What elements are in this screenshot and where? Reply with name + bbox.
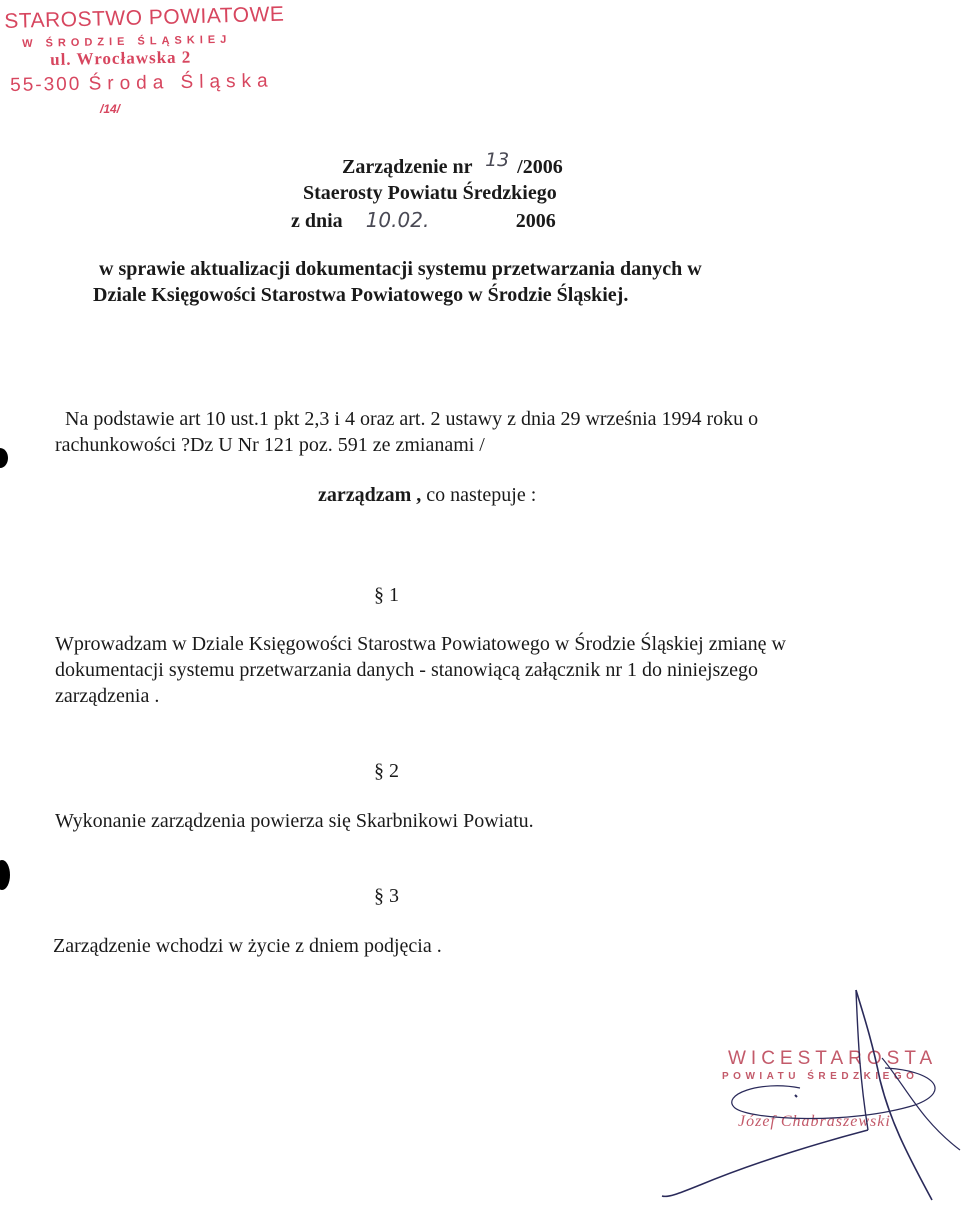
section-1-line-1: Wprowadzam w Dziale Księgowości Starostwa Powiatowego w Środzie Śląskiej zmianę w xyxy=(55,633,786,655)
stamp-city: Środa Śląska xyxy=(88,70,274,95)
date-year: 2006 xyxy=(515,210,556,232)
section-3-line-1: Zarządzenie wchodzi w życie z dniem podjęcia . xyxy=(53,935,442,957)
decree-rest: co nastepuje : xyxy=(426,484,537,506)
subject-line-2: Dziale Księgowości Starostwa Powiatowego w Środzie Śląskiej. xyxy=(93,284,629,306)
title-prefix: Zarządzenie nr xyxy=(342,156,473,178)
date-prefix: z dnia xyxy=(291,210,343,232)
stamp-line-office: STAROSTWO POWIATOWE xyxy=(4,2,285,33)
section-2-line-1: Wykonanie zarządzenia powierza się Skarbnikowi Powiatu. xyxy=(55,810,534,832)
handwritten-date: 10.02. xyxy=(365,208,430,232)
handwritten-number: 13 xyxy=(485,149,510,171)
stamp-line-street: ul. Wrocławska 2 xyxy=(50,47,192,69)
subject-line-1: w sprawie aktualizacji dokumentacji systemu przetwarzania danych w xyxy=(99,258,702,280)
basis-line-1: Na podstawie art 10 ust.1 pkt 2,3 i 4 oraz art. 2 ustawy z dnia 29 września 1994 roku o xyxy=(65,408,759,430)
stamp-line-town: W ŚRODZIE ŚLĄSKIEJ xyxy=(22,33,232,50)
section-3-heading: § 3 xyxy=(374,885,399,907)
signature-name: Józef Chabraszewski xyxy=(738,1113,891,1130)
section-2-heading: § 2 xyxy=(374,760,399,782)
title-suffix: /2006 xyxy=(517,156,563,178)
signature-title: WICESTAROSTA xyxy=(728,1048,938,1069)
signature-subtitle: POWIATU ŚREDZKIEGO xyxy=(722,1071,919,1082)
section-1-heading: § 1 xyxy=(374,584,399,606)
stamp-register-number: /14/ xyxy=(100,102,121,116)
section-1-line-3: zarządzenia . xyxy=(55,685,160,707)
stamp-postal-code: 55-300 xyxy=(10,73,82,96)
issuer-line: Staerosty Powiatu Średzkiego xyxy=(303,182,557,204)
section-1-line-2: dokumentacji systemu przetwarzania danych - stanowiącą załącznik nr 1 do niniejszego xyxy=(55,659,759,681)
decree-bold: zarządzam , xyxy=(318,484,422,506)
basis-line-2: rachunkowości ?Dz U Nr 121 poz. 591 ze zmianami / xyxy=(55,434,485,456)
